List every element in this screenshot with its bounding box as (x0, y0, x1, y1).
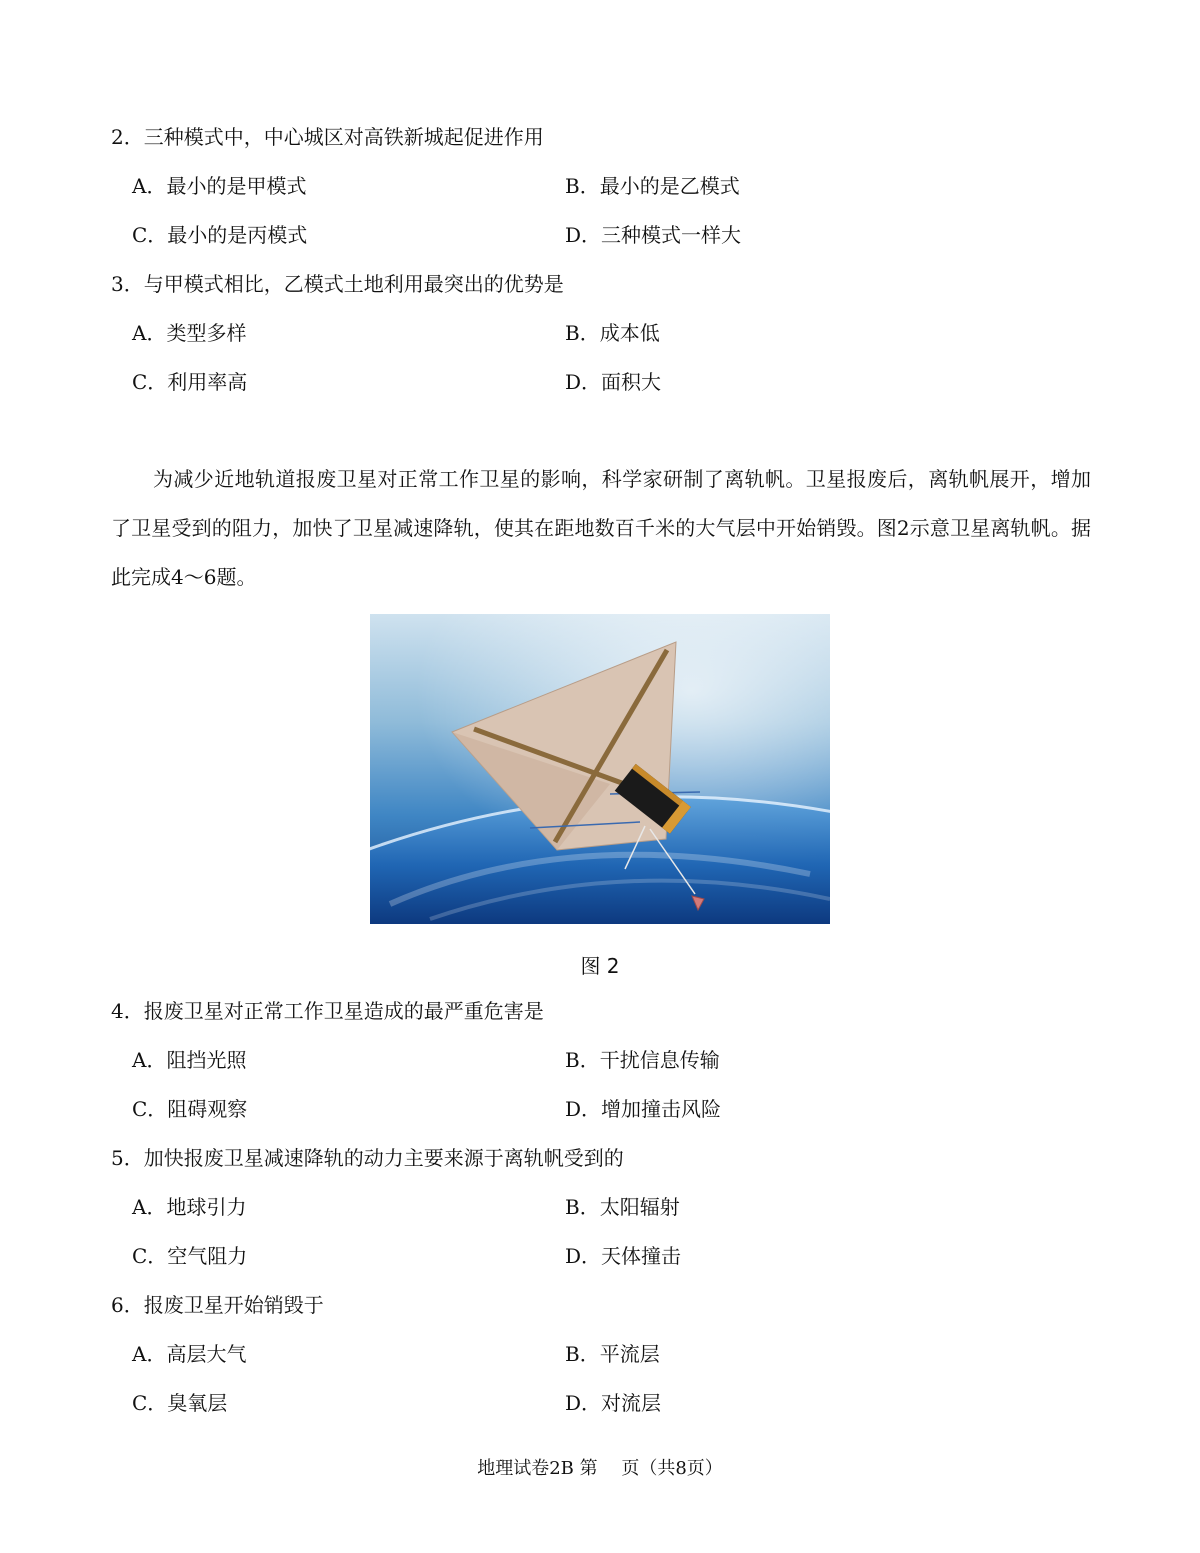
question-2-stem: 2．三种模式中，中心城区对高铁新城起促进作用 (111, 125, 544, 149)
satellite-sail-illustration (370, 614, 830, 924)
question-5-stem: 5．加快报废卫星减速降轨的动力主要来源于离轨帆受到的 (111, 1146, 624, 1170)
question-3-option-a: A．类型多样 (132, 321, 247, 345)
question-2-option-b: B．最小的是乙模式 (565, 174, 740, 198)
question-2-option-d: D．三种模式一样大 (565, 223, 742, 247)
question-3-option-c: C．利用率高 (132, 370, 248, 394)
question-6-stem: 6．报废卫星开始销毁于 (111, 1293, 324, 1317)
question-3-option-b: B．成本低 (565, 321, 660, 345)
question-2-option-a: A．最小的是甲模式 (132, 174, 307, 198)
reading-passage (111, 455, 1091, 602)
figure-caption: 图 2 (580, 954, 620, 978)
question-4-option-d: D．增加撞击风险 (565, 1097, 722, 1121)
question-6-option-a: A．高层大气 (132, 1342, 247, 1366)
deorbit-sail-figure (370, 614, 830, 924)
question-3-stem: 3．与甲模式相比，乙模式土地利用最突出的优势是 (111, 272, 564, 296)
question-4-stem: 4．报废卫星对正常工作卫星造成的最严重危害是 (111, 999, 544, 1023)
passage-text: 为减少近地轨道报废卫星对正常工作卫星的影响，科学家研制了离轨帆。卫星报废后，离轨帆展开，增加了卫星受到的阻力，加快了卫星减速降轨，使其在距地数百千米的大气层中开始销毁。图2示意卫星离轨帆。据此完成4～6题。 (111, 467, 1091, 589)
question-4-option-b: B．干扰信息传输 (565, 1048, 720, 1072)
question-6-option-d: D．对流层 (565, 1391, 662, 1415)
question-5-option-b: B．太阳辐射 (565, 1195, 680, 1219)
question-2-option-c: C．最小的是丙模式 (132, 223, 308, 247)
question-3-option-d: D．面积大 (565, 370, 662, 394)
question-4-option-c: C．阻碍观察 (132, 1097, 248, 1121)
question-6-option-b: B．平流层 (565, 1342, 660, 1366)
question-5-option-c: C．空气阻力 (132, 1244, 248, 1268)
question-4-option-a: A．阻挡光照 (132, 1048, 247, 1072)
page-footer: 地理试卷2B 第 页（共8页） (477, 1458, 723, 1479)
question-6-option-c: C．臭氧层 (132, 1391, 228, 1415)
question-5-option-a: A．地球引力 (132, 1195, 247, 1219)
question-5-option-d: D．天体撞击 (565, 1244, 682, 1268)
